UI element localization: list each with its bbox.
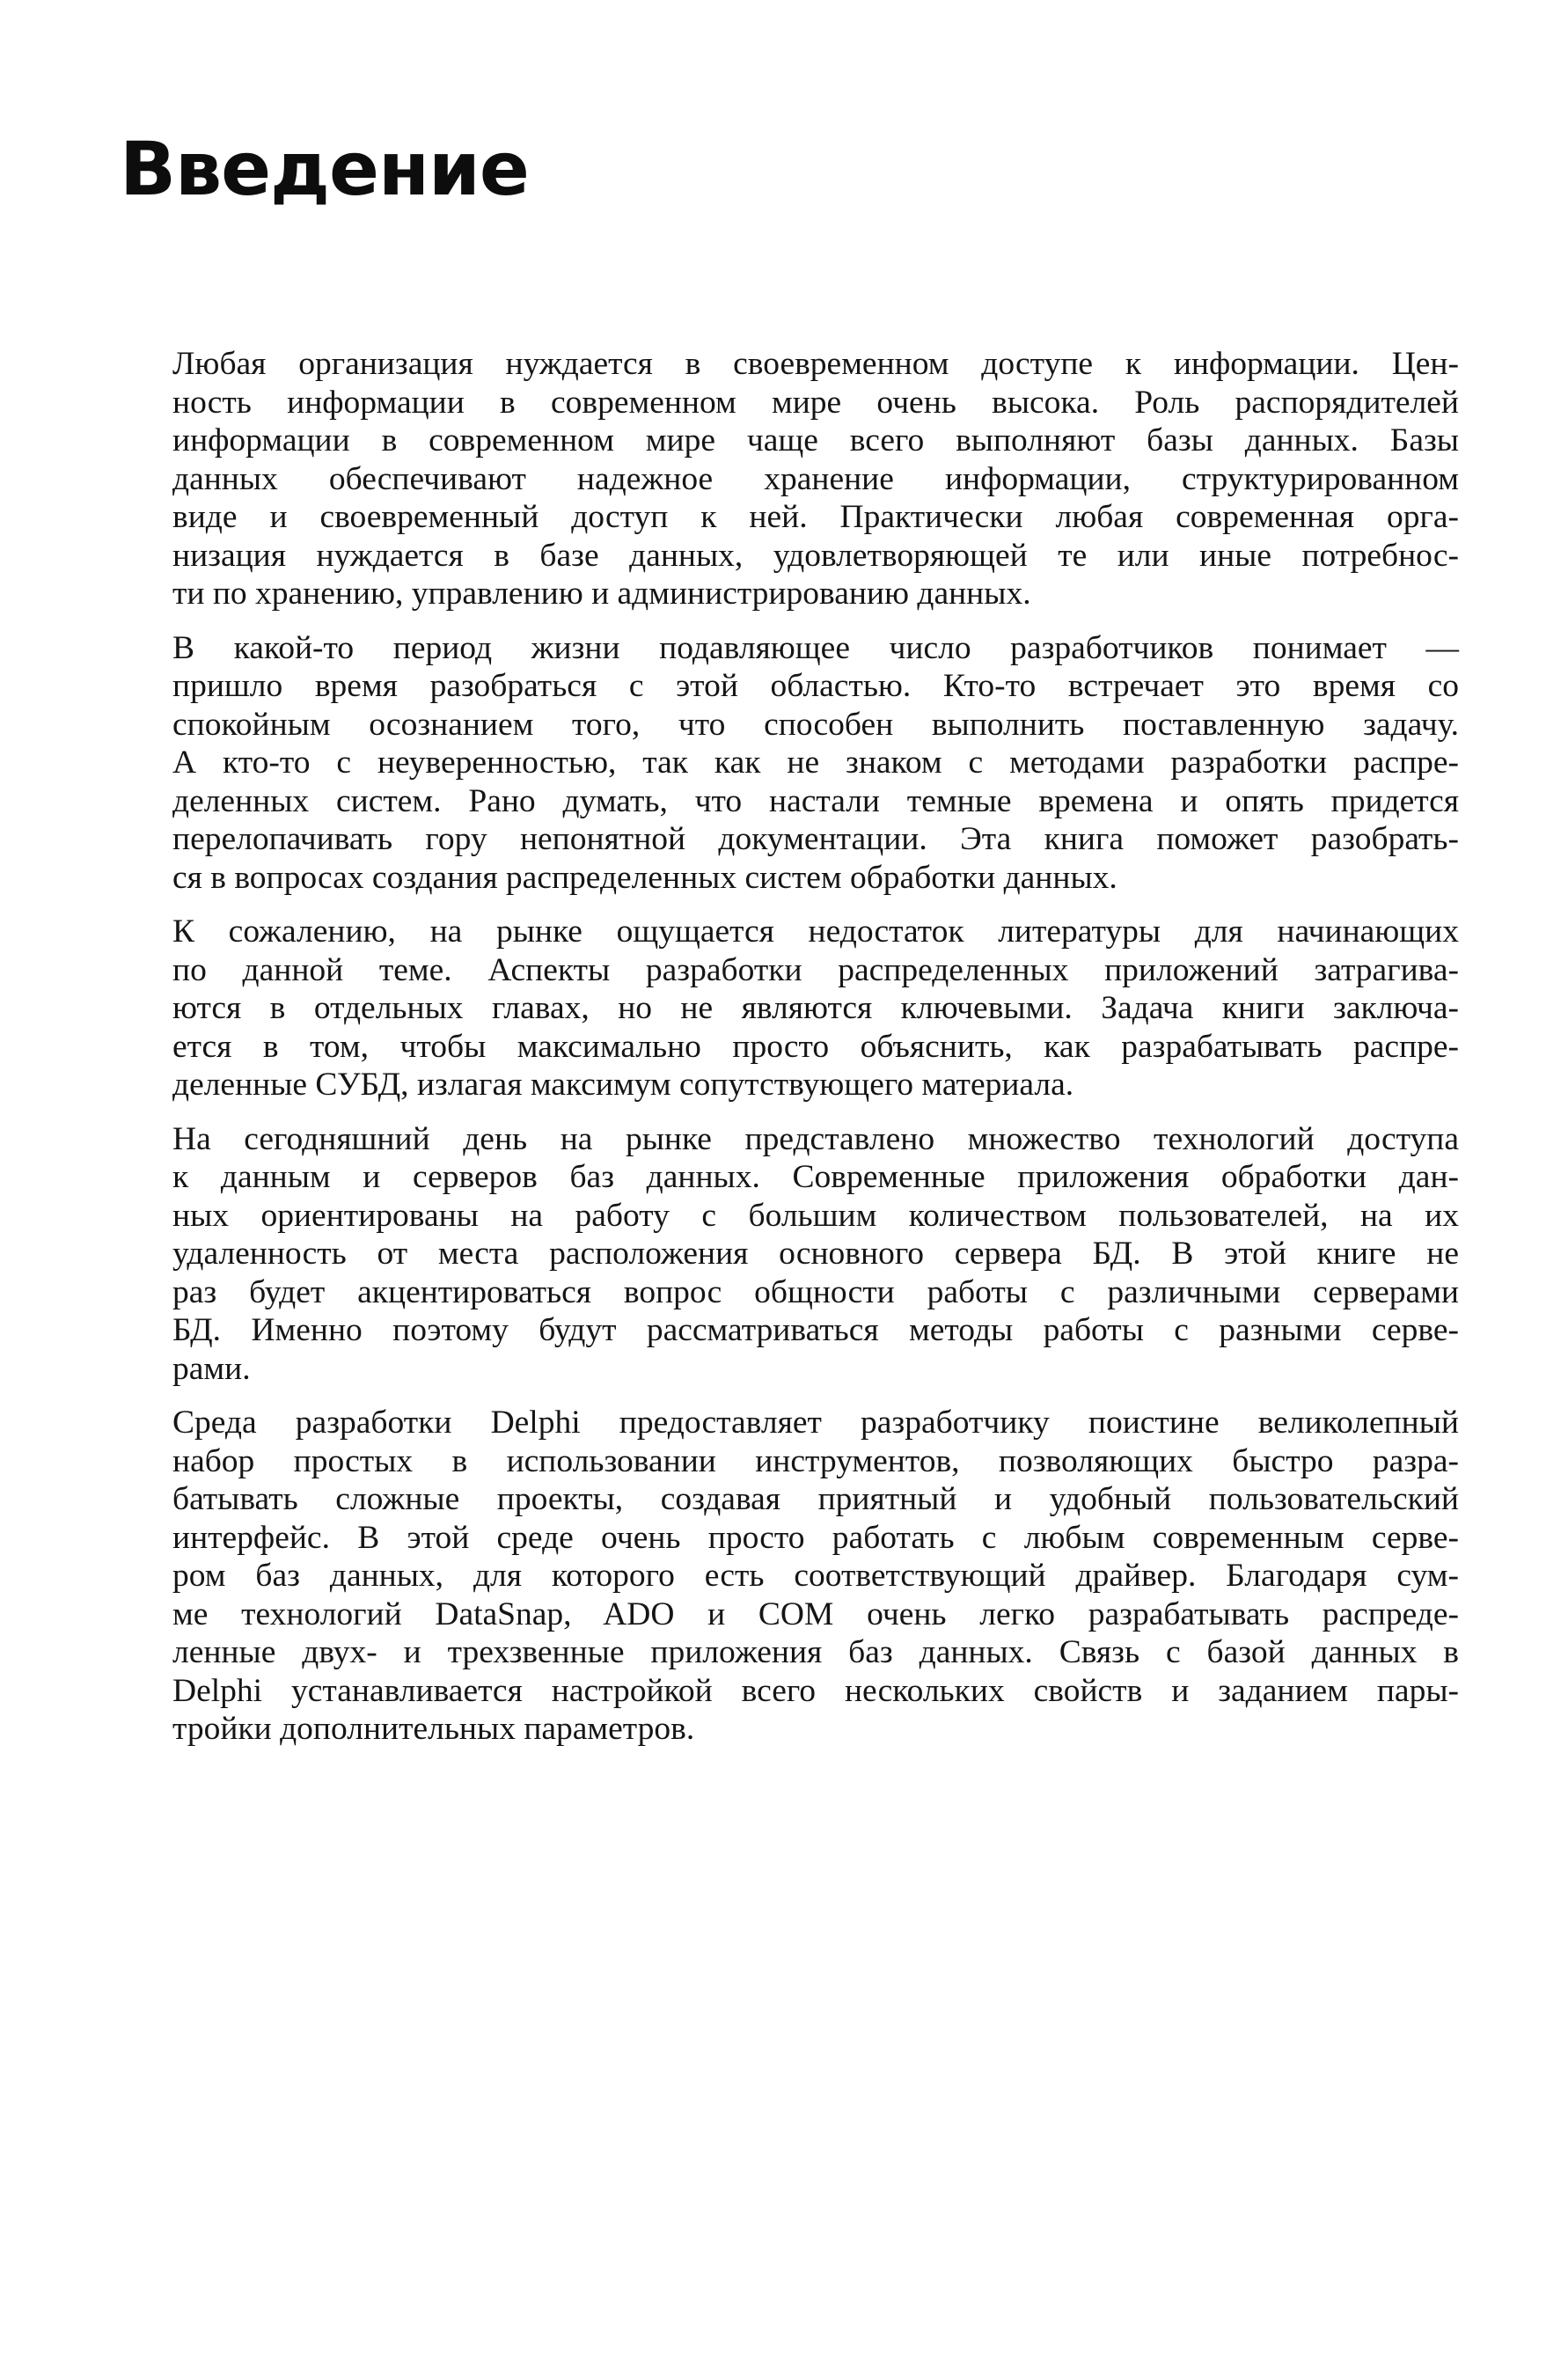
text-line: раз будет акцентироваться вопрос общности работы с различными серверами bbox=[172, 1273, 1459, 1310]
text-line: рами. bbox=[172, 1350, 251, 1387]
text-line: виде и своевременный доступ к ней. Практически любая современная орга- bbox=[172, 499, 1459, 535]
text-line: ром баз данных, для которого есть соответствующий драйвер. Благодаря сум- bbox=[172, 1558, 1459, 1594]
text-line: данных обеспечивают надежное хранение информации, структурированном bbox=[172, 460, 1459, 497]
text-line: к данным и серверов баз данных. Современные приложения обработки дан- bbox=[172, 1159, 1459, 1195]
paragraph-4 bbox=[172, 1120, 1459, 1389]
text-line: деленные СУБД, излагая максимум сопутствующего материала. bbox=[172, 1067, 1074, 1103]
body-text bbox=[172, 345, 1459, 1764]
text-line: ется в том, чтобы максимально просто объяснить, как разрабатывать распре- bbox=[172, 1028, 1459, 1065]
text-line: БД. Именно поэтому будут рассматриваться методы работы с разными серве- bbox=[172, 1312, 1459, 1348]
text-line: удаленность от места расположения основного сервера БД. В этой книге не bbox=[172, 1236, 1459, 1272]
text-line: В какой-то период жизни подавляющее число разработчиков понимает — bbox=[172, 629, 1459, 666]
text-line: перелопачивать гору непонятной документации. Эта книга поможет разобрать- bbox=[172, 821, 1459, 857]
text-line: На сегодняшний день на рынке представлено множество технологий доступа bbox=[172, 1120, 1459, 1157]
paragraph-2 bbox=[172, 629, 1459, 898]
text-line: ются в отдельных главах, но не являются ключевыми. Задача книги заключа- bbox=[172, 990, 1459, 1026]
text-line: А кто-то с неуверенностью, так как не знаком с методами разработки распре- bbox=[172, 745, 1459, 781]
text-line: ме технологий DataSnap, ADO и COM очень легко разрабатывать распреде- bbox=[172, 1595, 1459, 1632]
text-line: Любая организация нуждается в своевременном доступе к информации. Цен- bbox=[172, 346, 1459, 382]
text-line: батывать сложные проекты, создавая приятный и удобный пользовательский bbox=[172, 1481, 1459, 1517]
text-line: К сожалению, на рынке ощущается недостаток литературы для начинающих bbox=[172, 913, 1459, 950]
text-line: информации в современном мире чаще всего выполняют базы данных. Базы bbox=[172, 422, 1459, 458]
text-line: по данной теме. Аспекты разработки распределенных приложений затрагива- bbox=[172, 951, 1459, 988]
text-line: набор простых в использовании инструментов, позволяющих быстро разра- bbox=[172, 1442, 1459, 1479]
text-line: низация нуждается в базе данных, удовлетворяющей те или иные потребнос- bbox=[172, 537, 1459, 574]
text-line: ленные двух- и трехзвенные приложения баз данных. Связь с базой данных в bbox=[172, 1634, 1459, 1670]
text-line: ти по хранению, управлению и администрированию данных. bbox=[172, 576, 1031, 612]
text-line: деленных систем. Рано думать, что настали темные времена и опять придется bbox=[172, 782, 1459, 819]
text-line: тройки дополнительных параметров. bbox=[172, 1711, 695, 1747]
text-line: пришло время разобраться с этой областью. Кто-то встречает это время со bbox=[172, 668, 1459, 704]
text-line: ся в вопросах создания распределенных систем обработки данных. bbox=[172, 859, 1117, 896]
paragraph-5 bbox=[172, 1404, 1459, 1749]
paragraph-1 bbox=[172, 345, 1459, 613]
text-line: Среда разработки Delphi предоставляет разработчику поистине великолепный bbox=[172, 1405, 1459, 1441]
text-line: ность информации в современном мире очень высока. Роль распорядителей bbox=[172, 384, 1459, 421]
paragraph-3 bbox=[172, 913, 1459, 1104]
chapter-title: Введение bbox=[120, 126, 529, 212]
text-line: ных ориентированы на работу с большим количеством пользователей, на их bbox=[172, 1197, 1459, 1234]
text-line: спокойным осознанием того, что способен выполнить поставленную задачу. bbox=[172, 706, 1459, 743]
text-line: интерфейс. В этой среде очень просто работать с любым современным серве- bbox=[172, 1519, 1459, 1556]
text-line: Delphi устанавливается настройкой всего нескольких свойств и заданием пары- bbox=[172, 1672, 1459, 1709]
